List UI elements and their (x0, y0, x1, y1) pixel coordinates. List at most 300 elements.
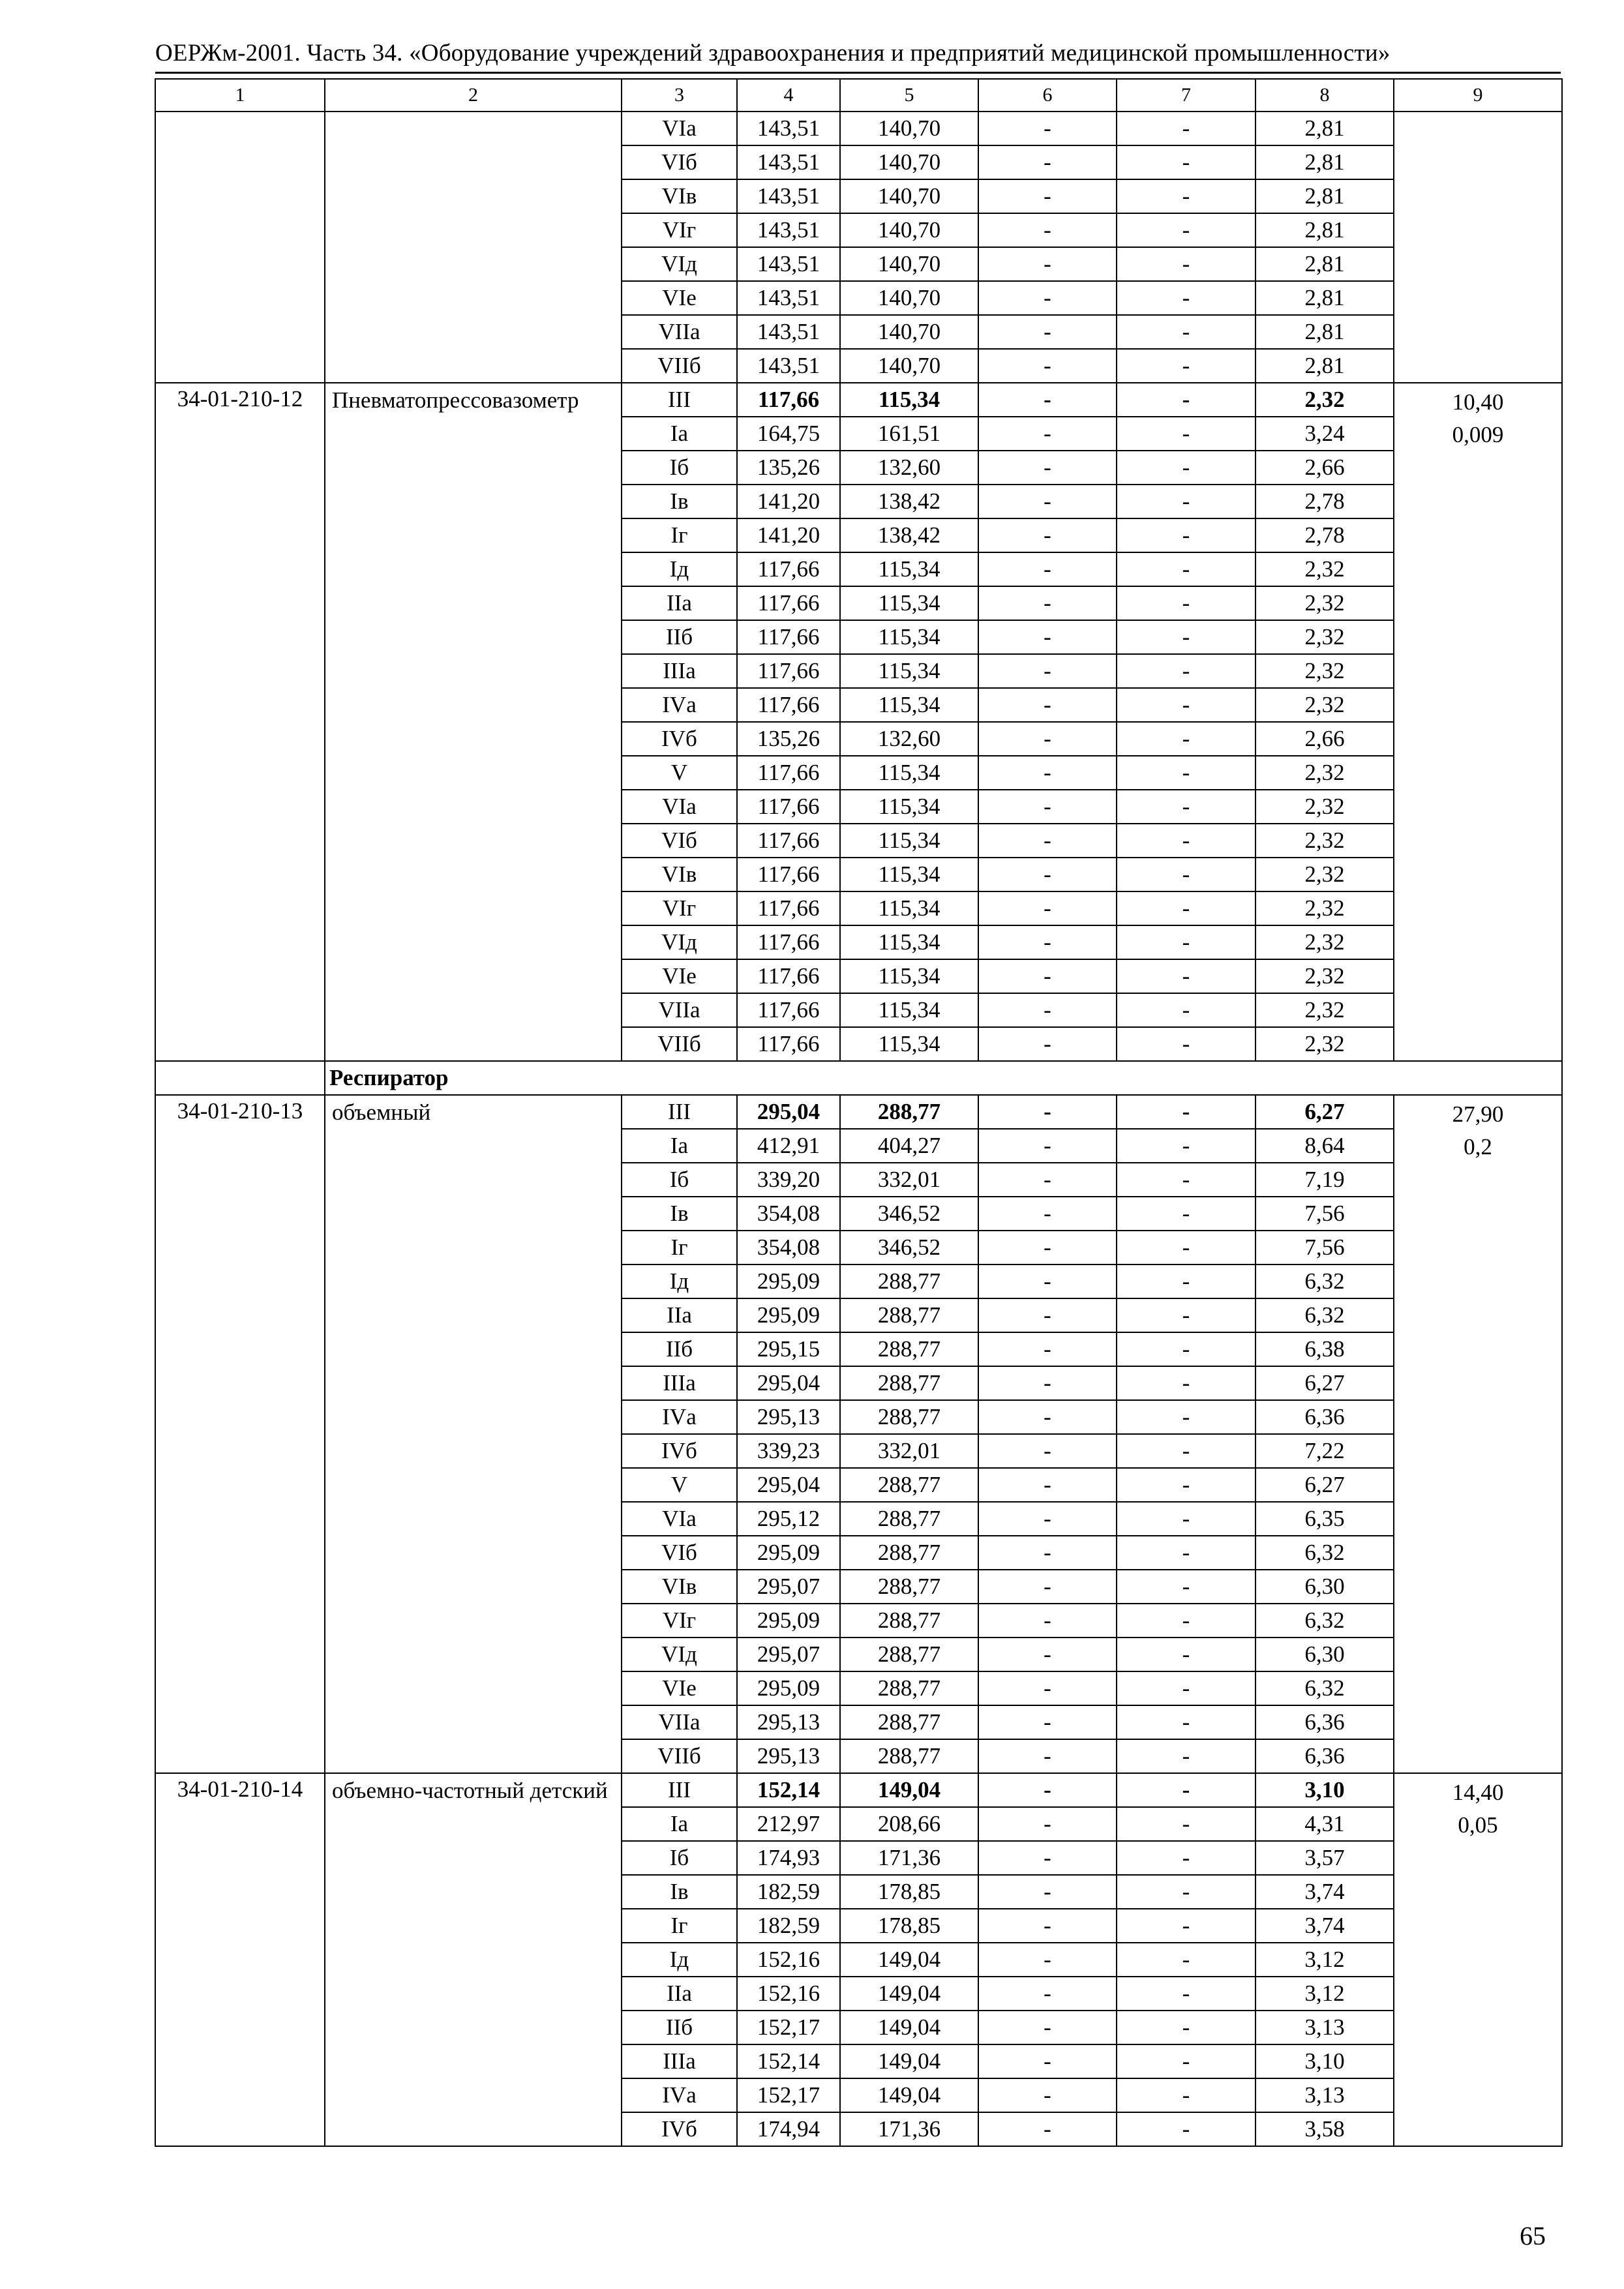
value-cell: 404,27 (840, 1129, 978, 1163)
value-cell: 115,34 (840, 959, 978, 993)
value-cell: 2,81 (1256, 179, 1394, 213)
table-row (155, 1095, 1562, 1129)
value-cell: 182,59 (737, 1909, 840, 1943)
value-cell: - (978, 1841, 1117, 1875)
value-cell: 152,14 (737, 2044, 840, 2078)
value-cell: 288,77 (840, 1739, 978, 1773)
class-cell: IIа (622, 1977, 737, 2011)
value-cell: 295,12 (737, 1502, 840, 1536)
value-cell: 171,36 (840, 1841, 978, 1875)
value-cell: - (978, 2011, 1117, 2044)
value-cell: 178,85 (840, 1909, 978, 1943)
col9-cell (1394, 383, 1562, 1061)
class-cell: Iа (622, 1129, 737, 1163)
value-cell: - (978, 1027, 1117, 1061)
class-cell: IIб (622, 2011, 737, 2044)
class-cell: VIIб (622, 1027, 737, 1061)
value-cell: 6,36 (1256, 1705, 1394, 1739)
value-cell: 6,30 (1256, 1638, 1394, 1671)
value-cell: - (978, 993, 1117, 1027)
value-cell: - (978, 1638, 1117, 1671)
value-cell: - (978, 1298, 1117, 1332)
class-cell: Iг (622, 518, 737, 552)
value-cell: 2,32 (1256, 383, 1394, 417)
value-cell: - (1117, 1231, 1256, 1264)
value-cell: - (1117, 1468, 1256, 1502)
value-cell: - (1117, 1536, 1256, 1570)
value-cell: 2,81 (1256, 281, 1394, 315)
value-cell: - (978, 1604, 1117, 1638)
value-cell: - (1117, 1773, 1256, 1807)
value-cell: - (1117, 858, 1256, 891)
value-cell: 6,32 (1256, 1536, 1394, 1570)
value-cell: 288,77 (840, 1332, 978, 1366)
column-number: 4 (737, 79, 840, 112)
class-cell: IVа (622, 2078, 737, 2112)
class-cell: VIд (622, 247, 737, 281)
class-cell: VIв (622, 858, 737, 891)
value-cell: - (978, 586, 1117, 620)
value-cell: 140,70 (840, 145, 978, 179)
value-cell: - (1117, 2112, 1256, 2146)
value-cell: 2,32 (1256, 620, 1394, 654)
value-cell: 346,52 (840, 1197, 978, 1231)
value-cell: - (1117, 383, 1256, 417)
price-table (155, 78, 1563, 2147)
value-cell: 143,51 (737, 281, 840, 315)
value-cell: 295,15 (737, 1332, 840, 1366)
value-cell: 3,58 (1256, 2112, 1394, 2146)
value-cell: - (1117, 1502, 1256, 1536)
value-cell: 115,34 (840, 824, 978, 858)
class-cell: VIг (622, 213, 737, 247)
value-cell: 354,08 (737, 1197, 840, 1231)
value-cell: - (978, 247, 1117, 281)
value-cell: 295,13 (737, 1400, 840, 1434)
value-cell: - (978, 383, 1117, 417)
value-cell: 295,13 (737, 1705, 840, 1739)
value-cell: 164,75 (737, 417, 840, 451)
column-number: 5 (840, 79, 978, 112)
value-cell: 288,77 (840, 1671, 978, 1705)
class-cell: IIIа (622, 654, 737, 688)
value-cell: 152,16 (737, 1943, 840, 1977)
value-cell: - (978, 1671, 1117, 1705)
value-cell: 2,81 (1256, 315, 1394, 349)
class-cell: VIб (622, 824, 737, 858)
value-cell: 288,77 (840, 1095, 978, 1129)
value-cell: 2,32 (1256, 654, 1394, 688)
value-cell: 117,66 (737, 959, 840, 993)
value-cell: 117,66 (737, 858, 840, 891)
value-cell: 149,04 (840, 1943, 978, 1977)
value-cell: - (1117, 2044, 1256, 2078)
value-cell: 295,07 (737, 1570, 840, 1604)
column-number: 6 (978, 79, 1117, 112)
class-cell: Iд (622, 1264, 737, 1298)
class-cell: Iд (622, 552, 737, 586)
value-cell: - (1117, 1943, 1256, 1977)
class-cell: IVб (622, 1434, 737, 1468)
class-cell: Iв (622, 1197, 737, 1231)
value-cell: - (1117, 1807, 1256, 1841)
value-cell: 288,77 (840, 1502, 978, 1536)
value-cell: - (1117, 925, 1256, 959)
value-cell: 138,42 (840, 485, 978, 518)
class-cell: V (622, 1468, 737, 1502)
class-cell: VIе (622, 281, 737, 315)
value-cell: 3,57 (1256, 1841, 1394, 1875)
value-cell: - (1117, 756, 1256, 790)
class-cell: Iб (622, 1163, 737, 1197)
value-cell: 140,70 (840, 247, 978, 281)
value-cell: 140,70 (840, 281, 978, 315)
value-cell: - (1117, 145, 1256, 179)
value-cell: 295,07 (737, 1638, 840, 1671)
class-cell: VIв (622, 1570, 737, 1604)
col9-value: 0,009 (1452, 422, 1504, 447)
value-cell: 288,77 (840, 1638, 978, 1671)
value-cell: 117,66 (737, 586, 840, 620)
value-cell: - (1117, 1095, 1256, 1129)
value-cell: 115,34 (840, 654, 978, 688)
column-number: 3 (622, 79, 737, 112)
value-cell: 295,09 (737, 1298, 840, 1332)
value-cell: 117,66 (737, 756, 840, 790)
value-cell: 115,34 (840, 552, 978, 586)
value-cell: - (1117, 1129, 1256, 1163)
value-cell: - (978, 552, 1117, 586)
value-cell: 115,34 (840, 891, 978, 925)
value-cell: - (978, 1739, 1117, 1773)
value-cell: 117,66 (737, 790, 840, 824)
value-cell: 6,32 (1256, 1604, 1394, 1638)
col9-value: 27,90 (1452, 1101, 1504, 1127)
value-cell: 117,66 (737, 383, 840, 417)
value-cell: 2,32 (1256, 959, 1394, 993)
value-cell: 143,51 (737, 112, 840, 145)
value-cell: 2,81 (1256, 145, 1394, 179)
value-cell: 6,30 (1256, 1570, 1394, 1604)
value-cell: - (978, 1231, 1117, 1264)
value-cell: - (978, 1977, 1117, 2011)
value-cell: - (1117, 1638, 1256, 1671)
value-cell: 6,36 (1256, 1400, 1394, 1434)
value-cell: - (978, 518, 1117, 552)
value-cell: 6,27 (1256, 1468, 1394, 1502)
value-cell: - (1117, 1977, 1256, 2011)
col9-value: 10,40 (1452, 389, 1504, 415)
value-cell: 152,17 (737, 2011, 840, 2044)
value-cell: - (1117, 2078, 1256, 2112)
value-cell: - (978, 1807, 1117, 1841)
value-cell: - (1117, 1298, 1256, 1332)
col9-cell (1394, 112, 1562, 383)
class-cell: VIIб (622, 349, 737, 383)
header-rule (155, 72, 1561, 74)
value-cell: 288,77 (840, 1298, 978, 1332)
value-cell: - (978, 620, 1117, 654)
value-cell: 295,09 (737, 1671, 840, 1705)
value-cell: - (1117, 1027, 1256, 1061)
value-cell: 288,77 (840, 1366, 978, 1400)
value-cell: 140,70 (840, 112, 978, 145)
table-row (155, 383, 1562, 417)
value-cell: - (1117, 485, 1256, 518)
value-cell: 135,26 (737, 722, 840, 756)
value-cell: - (1117, 688, 1256, 722)
value-cell: 2,66 (1256, 722, 1394, 756)
value-cell: - (978, 1943, 1117, 1977)
class-cell: IIб (622, 1332, 737, 1366)
class-cell: VIа (622, 112, 737, 145)
value-cell: 149,04 (840, 1773, 978, 1807)
value-cell: 6,32 (1256, 1264, 1394, 1298)
col9-cell (1394, 1773, 1562, 2146)
value-cell: 3,13 (1256, 2011, 1394, 2044)
value-cell: 115,34 (840, 790, 978, 824)
value-cell: 141,20 (737, 485, 840, 518)
value-cell: 149,04 (840, 2044, 978, 2078)
value-cell: 115,34 (840, 858, 978, 891)
class-cell: IVб (622, 2112, 737, 2146)
value-cell: 115,34 (840, 620, 978, 654)
class-cell: VIIа (622, 315, 737, 349)
value-cell: - (978, 1400, 1117, 1434)
value-cell: - (1117, 824, 1256, 858)
class-cell: Iд (622, 1943, 737, 1977)
value-cell: 135,26 (737, 451, 840, 485)
class-cell: VIа (622, 790, 737, 824)
value-cell: 288,77 (840, 1536, 978, 1570)
value-cell: - (978, 925, 1117, 959)
value-cell: - (978, 1468, 1117, 1502)
value-cell: - (1117, 552, 1256, 586)
value-cell: - (978, 2044, 1117, 2078)
value-cell: - (1117, 790, 1256, 824)
value-cell: - (1117, 349, 1256, 383)
value-cell: - (978, 1264, 1117, 1298)
value-cell: 3,74 (1256, 1875, 1394, 1909)
table-body (155, 79, 1562, 2146)
value-cell: 117,66 (737, 925, 840, 959)
value-cell: - (978, 722, 1117, 756)
value-cell: 2,32 (1256, 552, 1394, 586)
class-cell: VIб (622, 145, 737, 179)
value-cell: 132,60 (840, 722, 978, 756)
value-cell: 288,77 (840, 1604, 978, 1638)
value-cell: 332,01 (840, 1163, 978, 1197)
class-cell: VIа (622, 1502, 737, 1536)
value-cell: 143,51 (737, 315, 840, 349)
value-cell: - (978, 1875, 1117, 1909)
column-number-row (155, 79, 1562, 112)
value-cell: 3,12 (1256, 1977, 1394, 2011)
code-cell: 34-01-210-13 (155, 1095, 325, 1773)
col9-cell (1394, 1095, 1562, 1773)
value-cell: 288,77 (840, 1570, 978, 1604)
class-cell: IIIа (622, 2044, 737, 2078)
value-cell: 288,77 (840, 1264, 978, 1298)
value-cell: 117,66 (737, 1027, 840, 1061)
value-cell: 295,04 (737, 1095, 840, 1129)
value-cell: 2,32 (1256, 858, 1394, 891)
value-cell: - (978, 281, 1117, 315)
value-cell: - (1117, 518, 1256, 552)
class-cell: VIIа (622, 1705, 737, 1739)
value-cell: - (978, 1366, 1117, 1400)
value-cell: 138,42 (840, 518, 978, 552)
value-cell: 6,38 (1256, 1332, 1394, 1366)
value-cell: - (978, 1705, 1117, 1739)
value-cell: 182,59 (737, 1875, 840, 1909)
value-cell: - (978, 451, 1117, 485)
value-cell: - (978, 824, 1117, 858)
value-cell: 117,66 (737, 688, 840, 722)
value-cell: - (1117, 1434, 1256, 1468)
class-cell: Iб (622, 1841, 737, 1875)
value-cell: 152,16 (737, 1977, 840, 2011)
value-cell: - (978, 858, 1117, 891)
value-cell: - (1117, 1400, 1256, 1434)
class-cell: VIд (622, 925, 737, 959)
value-cell: 140,70 (840, 213, 978, 247)
class-cell: IVа (622, 688, 737, 722)
value-cell: 2,32 (1256, 586, 1394, 620)
value-cell: 3,10 (1256, 1773, 1394, 1807)
value-cell: - (978, 1536, 1117, 1570)
value-cell: 132,60 (840, 451, 978, 485)
value-cell: 2,78 (1256, 518, 1394, 552)
value-cell: - (978, 2078, 1117, 2112)
value-cell: 412,91 (737, 1129, 840, 1163)
value-cell: - (978, 1570, 1117, 1604)
class-cell: VIв (622, 179, 737, 213)
value-cell: 115,34 (840, 383, 978, 417)
value-cell: 6,32 (1256, 1298, 1394, 1332)
value-cell: 140,70 (840, 349, 978, 383)
value-cell: 117,66 (737, 620, 840, 654)
value-cell: 8,64 (1256, 1129, 1394, 1163)
class-cell: IIIа (622, 1366, 737, 1400)
value-cell: - (1117, 1366, 1256, 1400)
value-cell: - (1117, 1163, 1256, 1197)
value-cell: - (1117, 1570, 1256, 1604)
value-cell: 161,51 (840, 417, 978, 451)
value-cell: 174,94 (737, 2112, 840, 2146)
class-cell: VIг (622, 1604, 737, 1638)
value-cell: 152,14 (737, 1773, 840, 1807)
class-cell: Iб (622, 451, 737, 485)
value-cell: - (978, 213, 1117, 247)
section-code-cell (155, 1061, 325, 1095)
value-cell: - (978, 790, 1117, 824)
class-cell: Iг (622, 1231, 737, 1264)
value-cell: 2,32 (1256, 790, 1394, 824)
name-cell: Пневматопрессовазометр (325, 383, 622, 1061)
value-cell: 2,32 (1256, 756, 1394, 790)
value-cell: - (1117, 213, 1256, 247)
value-cell: 295,13 (737, 1739, 840, 1773)
value-cell: 2,81 (1256, 112, 1394, 145)
class-cell: V (622, 756, 737, 790)
value-cell: - (978, 756, 1117, 790)
value-cell: 2,81 (1256, 247, 1394, 281)
value-cell: 354,08 (737, 1231, 840, 1264)
value-cell: 7,19 (1256, 1163, 1394, 1197)
value-cell: - (1117, 1197, 1256, 1231)
value-cell: - (1117, 891, 1256, 925)
value-cell: - (1117, 959, 1256, 993)
class-cell: Iа (622, 417, 737, 451)
column-number: 7 (1117, 79, 1256, 112)
class-cell: III (622, 383, 737, 417)
value-cell: - (1117, 1909, 1256, 1943)
value-cell: - (1117, 1604, 1256, 1638)
class-cell: IIб (622, 620, 737, 654)
value-cell: - (1117, 654, 1256, 688)
class-cell: IVа (622, 1400, 737, 1434)
value-cell: - (1117, 1671, 1256, 1705)
value-cell: 2,32 (1256, 824, 1394, 858)
value-cell: - (978, 1163, 1117, 1197)
value-cell: - (978, 417, 1117, 451)
section-title: Респиратор (325, 1061, 1562, 1095)
value-cell: 6,35 (1256, 1502, 1394, 1536)
page-header-title: ОЕРЖм-2001. Часть 34. «Оборудование учреждений здравоохранения и предприятий медицинской промышленности» (155, 40, 1391, 67)
value-cell: - (1117, 1705, 1256, 1739)
value-cell: 2,32 (1256, 1027, 1394, 1061)
value-cell: 2,78 (1256, 485, 1394, 518)
value-cell: - (978, 1773, 1117, 1807)
value-cell: - (1117, 586, 1256, 620)
value-cell: 7,56 (1256, 1231, 1394, 1264)
value-cell: 140,70 (840, 179, 978, 213)
name-cell: объемно-частотный детский (325, 1773, 622, 2146)
value-cell: 2,81 (1256, 213, 1394, 247)
column-number: 8 (1256, 79, 1394, 112)
value-cell: 2,32 (1256, 688, 1394, 722)
value-cell: 7,22 (1256, 1434, 1394, 1468)
class-cell: VIIб (622, 1739, 737, 1773)
value-cell: 115,34 (840, 756, 978, 790)
value-cell: 295,04 (737, 1366, 840, 1400)
value-cell: - (978, 1129, 1117, 1163)
value-cell: 2,32 (1256, 925, 1394, 959)
value-cell: 7,56 (1256, 1197, 1394, 1231)
value-cell: - (978, 1434, 1117, 1468)
value-cell: 141,20 (737, 518, 840, 552)
class-cell: Iв (622, 1875, 737, 1909)
value-cell: 295,09 (737, 1536, 840, 1570)
value-cell: - (978, 1332, 1117, 1366)
value-cell: 6,27 (1256, 1095, 1394, 1129)
value-cell: 2,81 (1256, 349, 1394, 383)
code-cell: 34-01-210-14 (155, 1773, 325, 2146)
value-cell: 2,32 (1256, 891, 1394, 925)
class-cell: VIIа (622, 993, 737, 1027)
value-cell: 178,85 (840, 1875, 978, 1909)
value-cell: 117,66 (737, 654, 840, 688)
value-cell: 339,20 (737, 1163, 840, 1197)
value-cell: 152,17 (737, 2078, 840, 2112)
value-cell: 288,77 (840, 1400, 978, 1434)
class-cell: VIе (622, 959, 737, 993)
col9-value: 14,40 (1452, 1780, 1504, 1805)
value-cell: - (978, 1909, 1117, 1943)
value-cell: - (1117, 1875, 1256, 1909)
value-cell: 3,12 (1256, 1943, 1394, 1977)
